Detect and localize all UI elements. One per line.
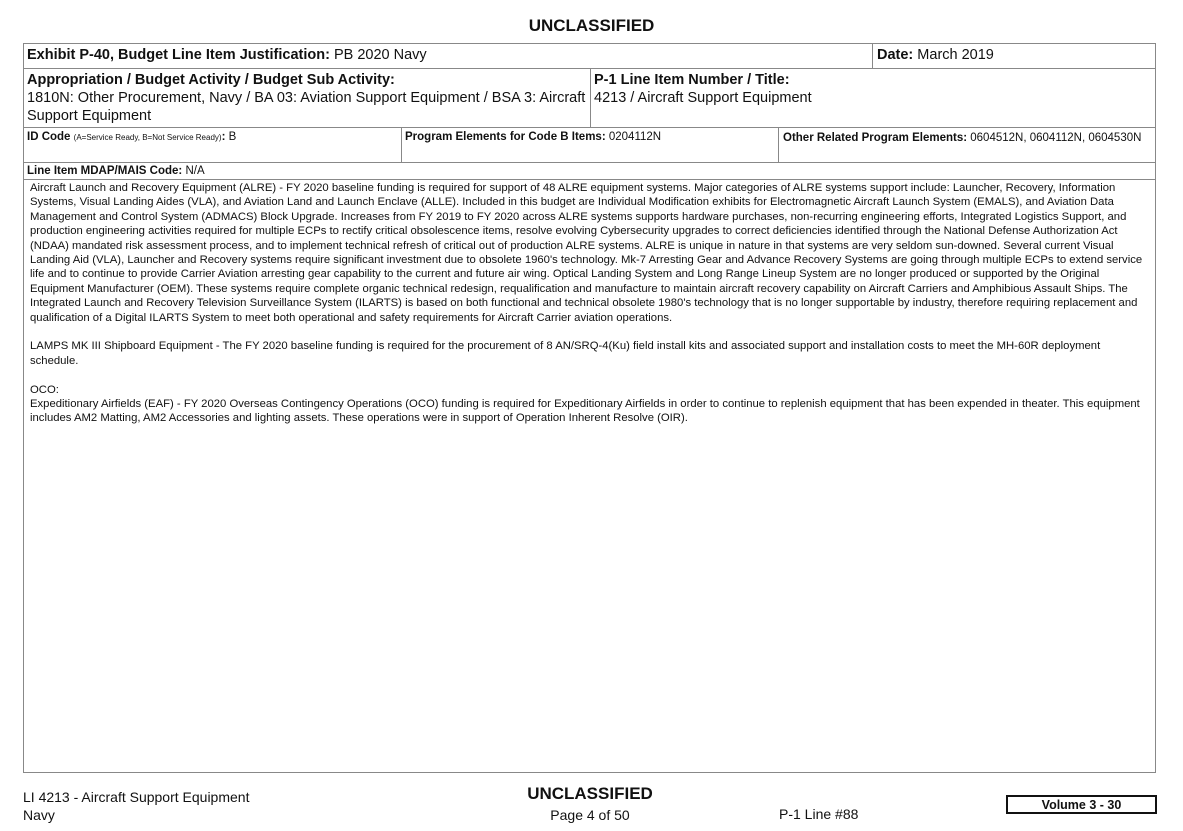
- footer-line-item: LI 4213 - Aircraft Support Equipment: [23, 789, 250, 805]
- classification-banner-top: UNCLASSIFIED: [528, 16, 655, 35]
- mdap-cell: [24, 163, 1155, 179]
- program-elements-value: 0204112N: [608, 131, 662, 143]
- justification-text: [30, 181, 1148, 440]
- alre-paragraph: Aircraft Launch and Recovery Equipment (ALRE) - FY 2020 baseline funding is required for support of 48 ALRE equipment systems. Major categories of ALRE systems support include: Launcher, Recovery, Information Systems, Visual Landing Aides (VLA), and Aviation Land and Launch Enclave (ALLE). Included in this budget are Individual Modification exhibits for Electromagnetic Aircraft Launch System (EMALS), and Aviation Data Management and Control System (ADMACS) Block Upgrade. Increases from FY 2019 to FY 2020 across ALRE systems supports hardware purchases, non-recurring engineering efforts, Integrated Logistics Support, and production engineering activities required for multiple ECPs to rectify critical obsolescence items, resolve evolving Cybersecurity upgrades to correct deficiencies identified through the National Defense Authorization Act (NDAA) mandated risk assessment process, and to implement technical refresh of critical out of production ALRE systems. ALRE is unique in nature in that systems are very seldom sun-downed. Several current Visual Landing Aid (VLA), Launcher and Recovery systems require significant investment due to obsolete 1960's technology. Mk-7 Arresting Gear and Advance Recovery Systems are going through multiple ECPs to extend service life and to continue to provide Carrier Aviation arresting gear capability to the current and future air wing. Optical Landing System and Long Range Lineup System are no longer produced or supported by the Original Equipment Manufacturer (OEM). These systems require complete organic technical redesign, requalification and manufacture to maintain aircraft recovery capability on Aircraft Carriers and Amphibious Assault Ships. The Integrated Launch and Recovery Television Surveillance System (ILARTS) is based on both functional and technical obsolete 1980's technology that is no longer supportable by industry, therefore requiring replacement and qualification of a Digital ILARTS System to meet both operational and safety requirements for Aircraft Carrier aviation operations.: [30, 182, 1143, 324]
- other-program-elements-label: Other Related Program Elements:: [783, 132, 968, 144]
- p1-value: 4213 / Aircraft Support Equipment: [594, 90, 812, 106]
- footer-center: [490, 784, 690, 824]
- date-value: March 2019: [917, 47, 994, 63]
- exhibit-row: [24, 44, 1155, 69]
- appropriation-cell: [24, 69, 591, 127]
- mdap-row: [24, 163, 1155, 180]
- classification-banner-bottom: UNCLASSIFIED: [527, 784, 653, 803]
- appropriation-value: 1810N: Other Procurement, Navy / BA 03: Aviation Support Equipment / BSA 3: Aircraft Support Equipment: [27, 90, 586, 124]
- lamps-paragraph: LAMPS MK III Shipboard Equipment - The FY 2020 baseline funding is required for the procurement of 8 AN/SRQ-4(Ku) field install kits and associated support and installation costs to meet the MH-60R deployment schedule.: [30, 340, 1101, 367]
- footer-left: [23, 788, 249, 824]
- exhibit-cell: [24, 44, 873, 68]
- id-code-value: B: [228, 131, 237, 143]
- mdap-value: N/A: [185, 165, 205, 177]
- codes-row: [24, 128, 1155, 163]
- appropriation-label: Appropriation / Budget Activity / Budget Sub Activity:: [27, 72, 395, 88]
- exhibit-form: [23, 43, 1156, 773]
- other-program-elements-cell: [779, 128, 1155, 162]
- p1-line-number: P-1 Line #88: [779, 806, 859, 822]
- exhibit-label: Exhibit P-40, Budget Line Item Justification:: [27, 47, 330, 63]
- eaf-paragraph: Expeditionary Airfields (EAF) - FY 2020 Overseas Contingency Operations (OCO) funding is required for Expeditionary Airfields in order to continue to replenish equipment that has been expended in theater. This equipment includes AM2 Matting, AM2 Accessories and lighting assets. These operations were in support of Operation Inherent Resolve (OIR).: [30, 398, 1140, 425]
- program-elements-cell: [402, 128, 779, 162]
- volume-box: Volume 3 - 30: [1006, 795, 1157, 814]
- date-cell: [873, 44, 1155, 68]
- id-code-note: (A=Service Ready, B=Not Service Ready): [73, 133, 222, 142]
- exhibit-value: PB 2020 Navy: [333, 47, 427, 63]
- appropriation-row: [24, 69, 1155, 128]
- mdap-label: Line Item MDAP/MAIS Code:: [27, 165, 183, 177]
- other-program-elements-value: 0604512N, 0604112N, 0604530N: [970, 132, 1142, 144]
- p1-cell: [591, 69, 1155, 127]
- p1-label: P-1 Line Item Number / Title:: [594, 72, 790, 88]
- id-code-colon: :: [221, 131, 226, 143]
- oco-heading: OCO:: [30, 383, 59, 396]
- footer-service: Navy: [23, 807, 55, 823]
- page-number: Page 4 of 50: [550, 807, 630, 823]
- id-code-cell: [24, 128, 402, 162]
- id-code-label: ID Code: [27, 131, 71, 143]
- program-elements-label: Program Elements for Code B Items:: [405, 131, 606, 143]
- date-label: Date:: [877, 47, 914, 63]
